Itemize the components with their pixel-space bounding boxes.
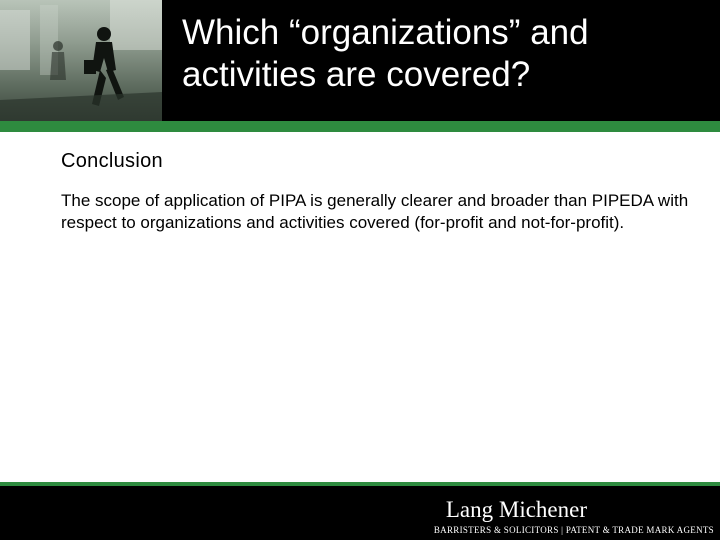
slide-footer (0, 486, 720, 540)
title-line-1: Which “organizations” and (182, 13, 589, 52)
header-photo (0, 0, 162, 121)
slide-header (0, 0, 720, 121)
logo-tagline: BARRISTERS & SOLICITORS | PATENT & TRADE MARK AGENTS (433, 525, 714, 535)
logo-name: Lang Michener (445, 497, 588, 522)
section-heading: Conclusion (61, 150, 163, 172)
business-people-walking-image (0, 0, 162, 121)
slide-title (182, 12, 702, 96)
title-line-2: activities are covered? (182, 55, 531, 94)
body-paragraph: The scope of application of PIPA is generally clearer and broader than PIPEDA with respect to organizations and activities covered (for-profit and not-for-profit). (61, 191, 689, 232)
header-accent-bar (0, 121, 720, 132)
company-logo (434, 498, 714, 535)
